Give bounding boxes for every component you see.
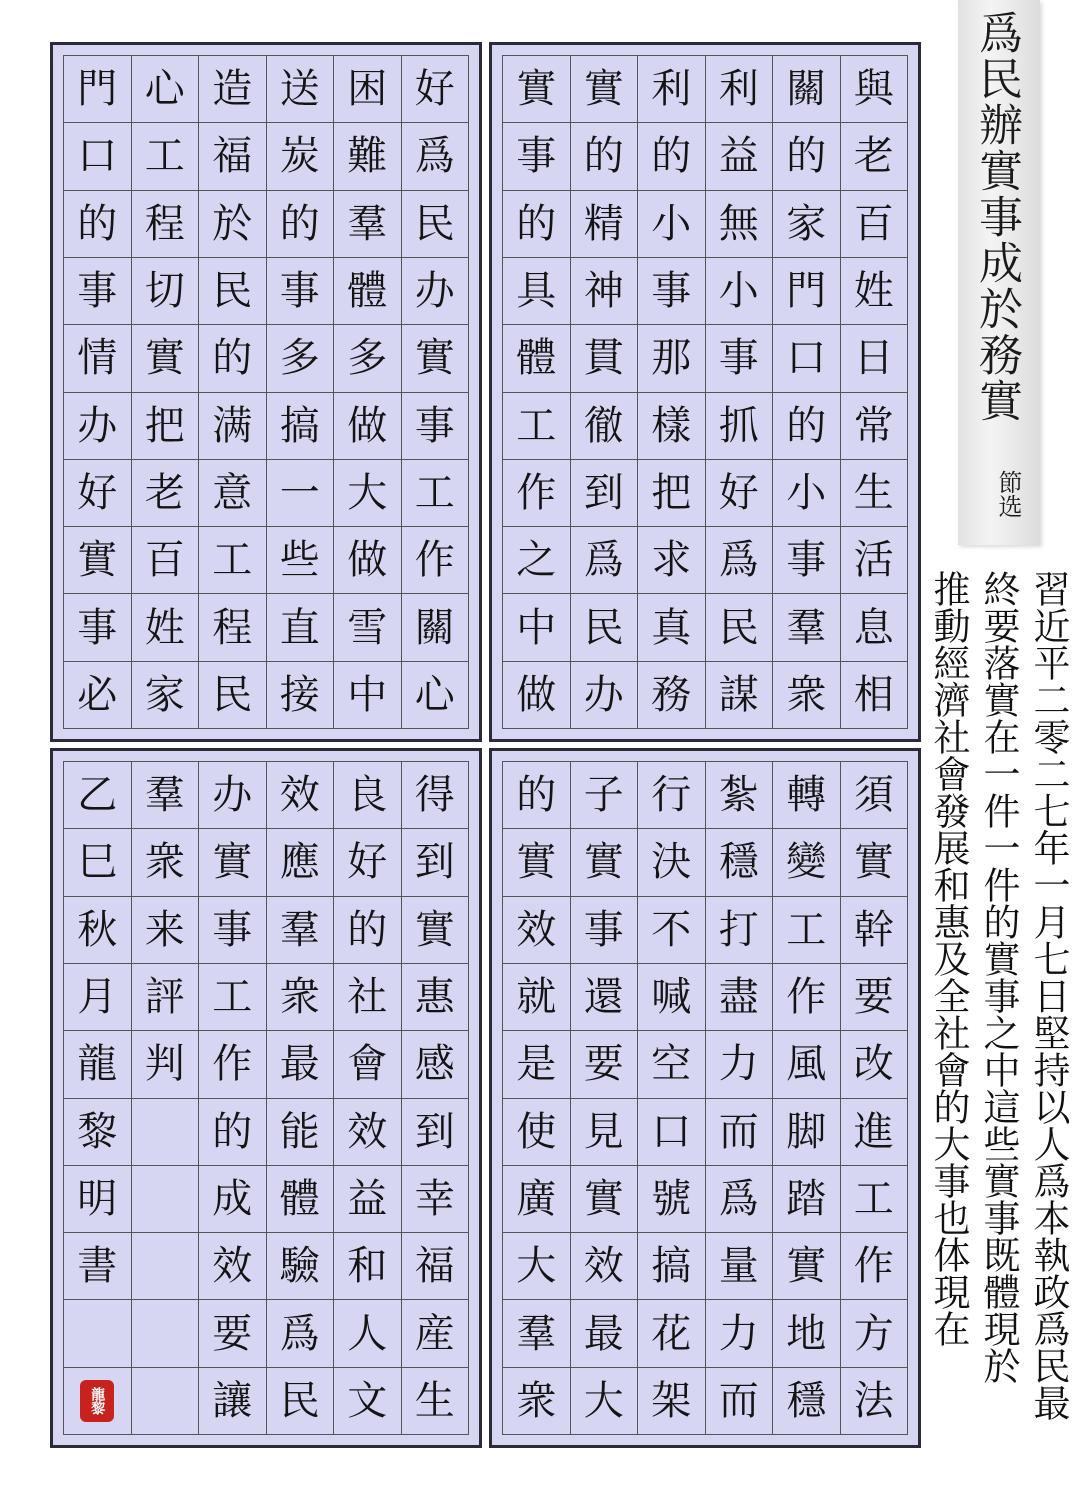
calligraphy-cell: 办 [402, 258, 470, 325]
calligraphy-cell: 多 [267, 325, 335, 392]
calligraphy-cell: 要 [199, 1300, 267, 1367]
calligraphy-cell: 利 [706, 56, 774, 123]
calligraphy-cell: 爲 [571, 527, 639, 594]
calligraphy-cell: 衆 [267, 964, 335, 1031]
calligraphy-cell: 好 [64, 460, 132, 527]
calligraphy-cell: 驗 [267, 1233, 335, 1300]
calligraphy-cell: 方 [841, 1300, 909, 1367]
calligraphy-cell: 還 [571, 964, 639, 1031]
calligraphy-cell: 量 [706, 1233, 774, 1300]
calligraphy-cell [132, 1300, 200, 1367]
calligraphy-cell: 的 [503, 762, 571, 829]
calligraphy-cell: 實 [503, 829, 571, 896]
panel-top-right [489, 42, 921, 742]
calligraphy-cell: 架 [638, 1368, 706, 1435]
calligraphy-cell [132, 1166, 200, 1233]
calligraphy-cell: 實 [199, 829, 267, 896]
calligraphy-cell: 效 [199, 1233, 267, 1300]
calligraphy-cell: 穩 [773, 1368, 841, 1435]
calligraphy-cell: 事 [64, 594, 132, 661]
calligraphy-cell: 良 [334, 762, 402, 829]
calligraphy-cell: 乙 [64, 762, 132, 829]
calligraphy-cell: 子 [571, 762, 639, 829]
calligraphy-cell: 一 [267, 460, 335, 527]
calligraphy-cell: 力 [706, 1300, 774, 1367]
calligraphy-cell: 門 [64, 56, 132, 123]
calligraphy-cell: 最 [571, 1300, 639, 1367]
calligraphy-cell: 實 [571, 56, 639, 123]
calligraphy-cell: 的 [199, 325, 267, 392]
calligraphy-cell: 办 [199, 762, 267, 829]
calligraphy-cell: 困 [334, 56, 402, 123]
calligraphy-cell: 花 [638, 1300, 706, 1367]
calligraphy-cell: 幸 [402, 1166, 470, 1233]
calligraphy-cell: 相 [841, 662, 909, 729]
calligraphy-cell: 口 [64, 123, 132, 190]
calligraphy-cell: 做 [334, 527, 402, 594]
calligraphy-cell: 百 [132, 527, 200, 594]
calligraphy-cell: 的 [773, 123, 841, 190]
calligraphy-cell: 福 [199, 123, 267, 190]
calligraphy-cell: 門 [773, 258, 841, 325]
calligraphy-cell: 不 [638, 897, 706, 964]
grid-bottom-left [63, 761, 469, 1435]
calligraphy-cell: 事 [638, 258, 706, 325]
calligraphy-cell: 羣 [503, 1300, 571, 1367]
calligraphy-cell: 送 [267, 56, 335, 123]
calligraphy-cell: 徹 [571, 393, 639, 460]
calligraphy-cell: 民 [402, 191, 470, 258]
calligraphy-cell: 事 [571, 897, 639, 964]
calligraphy-cell: 炭 [267, 123, 335, 190]
calligraphy-cell: 於 [199, 191, 267, 258]
calligraphy-cell: 来 [132, 897, 200, 964]
calligraphy-cell: 中 [334, 662, 402, 729]
calligraphy-cell: 作 [199, 1031, 267, 1098]
calligraphy-cell: 要 [571, 1031, 639, 1098]
calligraphy-cell: 大 [571, 1368, 639, 1435]
calligraphy-cell: 轉 [773, 762, 841, 829]
calligraphy-cell: 姓 [132, 594, 200, 661]
calligraphy-cell: 書 [64, 1233, 132, 1300]
calligraphy-cell: 紮 [706, 762, 774, 829]
calligraphy-cell: 事 [64, 258, 132, 325]
calligraphy-cell: 益 [334, 1166, 402, 1233]
calligraphy-cell: 到 [402, 829, 470, 896]
calligraphy-cell: 益 [706, 123, 774, 190]
calligraphy-cell: 體 [267, 1166, 335, 1233]
calligraphy-cell [132, 1368, 200, 1435]
grid-top-right [502, 55, 908, 729]
calligraphy-cell: 必 [64, 662, 132, 729]
calligraphy-cell: 生 [402, 1368, 470, 1435]
calligraphy-cell: 的 [503, 191, 571, 258]
calligraphy-cell: 風 [773, 1031, 841, 1098]
calligraphy-cell: 無 [706, 191, 774, 258]
calligraphy-cell [132, 1233, 200, 1300]
calligraphy-cell: 實 [841, 829, 909, 896]
calligraphy-cell: 小 [638, 191, 706, 258]
calligraphy-cell: 之 [503, 527, 571, 594]
calligraphy-cell: 到 [402, 1099, 470, 1166]
calligraphy-cell: 體 [503, 325, 571, 392]
calligraphy-cell: 體 [334, 258, 402, 325]
calligraphy-cell: 的 [64, 191, 132, 258]
calligraphy-cell: 關 [773, 56, 841, 123]
calligraphy-cell: 應 [267, 829, 335, 896]
calligraphy-cell: 實 [571, 829, 639, 896]
calligraphy-cell: 穩 [706, 829, 774, 896]
panel-top-left [50, 42, 482, 742]
calligraphy-cell: 具 [503, 258, 571, 325]
title-note: 節选 [994, 470, 1022, 518]
calligraphy-cell: 事 [773, 527, 841, 594]
calligraphy-cell: 明 [64, 1166, 132, 1233]
calligraphy-cell: 須 [841, 762, 909, 829]
calligraphy-cell: 生 [841, 460, 909, 527]
calligraphy-cell: 民 [571, 594, 639, 661]
calligraphy-cell: 喊 [638, 964, 706, 1031]
calligraphy-cell: 真 [638, 594, 706, 661]
calligraphy-cell: 事 [402, 393, 470, 460]
calligraphy-cell: 工 [503, 393, 571, 460]
calligraphy-cell: 常 [841, 393, 909, 460]
calligraphy-cell: 工 [773, 897, 841, 964]
calligraphy-cell: 成 [199, 1166, 267, 1233]
title-text: 爲民辦實事成於務實 [971, 10, 1022, 424]
calligraphy-cell: 能 [267, 1099, 335, 1166]
calligraphy-cell: 黎 [64, 1099, 132, 1166]
grid-top-left [63, 55, 469, 729]
panel-bottom-left [50, 748, 482, 1448]
calligraphy-cell: 切 [132, 258, 200, 325]
calligraphy-cell: 效 [571, 1233, 639, 1300]
calligraphy-cell: 把 [638, 460, 706, 527]
calligraphy-cell: 百 [841, 191, 909, 258]
calligraphy-cell: 要 [841, 964, 909, 1031]
calligraphy-cell: 難 [334, 123, 402, 190]
calligraphy-cell: 龍 [64, 1031, 132, 1098]
calligraphy-cell: 息 [841, 594, 909, 661]
calligraphy-cell: 直 [267, 594, 335, 661]
calligraphy-cell: 衆 [773, 662, 841, 729]
calligraphy-cell: 心 [402, 662, 470, 729]
calligraphy-cell: 廣 [503, 1166, 571, 1233]
calligraphy-cell: 事 [503, 123, 571, 190]
calligraphy-cell: 實 [402, 325, 470, 392]
calligraphy-cell: 意 [199, 460, 267, 527]
calligraphy-cell: 幹 [841, 897, 909, 964]
calligraphy-cell: 實 [773, 1233, 841, 1300]
calligraphy-cell: 日 [841, 325, 909, 392]
calligraphy-cell: 到 [571, 460, 639, 527]
calligraphy-cell: 惠 [402, 964, 470, 1031]
calligraphy-cell: 爲 [267, 1300, 335, 1367]
calligraphy-cell [132, 1099, 200, 1166]
calligraphy-cell: 工 [199, 527, 267, 594]
calligraphy-cell: 好 [402, 56, 470, 123]
calligraphy-cell: 産 [402, 1300, 470, 1367]
calligraphy-cell: 號 [638, 1166, 706, 1233]
calligraphy-cell: 口 [773, 325, 841, 392]
calligraphy-cell: 神 [571, 258, 639, 325]
calligraphy-cell: 精 [571, 191, 639, 258]
calligraphy-cell: 办 [571, 662, 639, 729]
calligraphy-cell: 程 [199, 594, 267, 661]
calligraphy-cell: 求 [638, 527, 706, 594]
calligraphy-cell: 活 [841, 527, 909, 594]
calligraphy-cell: 使 [503, 1099, 571, 1166]
calligraphy-cell: 打 [706, 897, 774, 964]
calligraphy-cell: 變 [773, 829, 841, 896]
calligraphy-cell: 判 [132, 1031, 200, 1098]
calligraphy-cell: 工 [402, 460, 470, 527]
calligraphy-cell: 抓 [706, 393, 774, 460]
quote-column-3: 推動經濟社會發展和惠及全社會的大事也体現在 [927, 570, 970, 1347]
calligraphy-cell: 行 [638, 762, 706, 829]
calligraphy-cell: 工 [132, 123, 200, 190]
calligraphy-cell: 衆 [503, 1368, 571, 1435]
calligraphy-cell: 些 [267, 527, 335, 594]
calligraphy-cell: 人 [334, 1300, 402, 1367]
calligraphy-cell: 實 [402, 897, 470, 964]
calligraphy-cell: 作 [402, 527, 470, 594]
calligraphy-cell: 是 [503, 1031, 571, 1098]
calligraphy-cell: 那 [638, 325, 706, 392]
calligraphy-cell: 口 [638, 1099, 706, 1166]
calligraphy-cell: 而 [706, 1099, 774, 1166]
calligraphy-cell: 造 [199, 56, 267, 123]
calligraphy-cell: 大 [334, 460, 402, 527]
calligraphy-cell: 得 [402, 762, 470, 829]
calligraphy-cell: 秋 [64, 897, 132, 964]
calligraphy-cell: 老 [841, 123, 909, 190]
calligraphy-cell: 作 [773, 964, 841, 1031]
calligraphy-cell: 多 [334, 325, 402, 392]
calligraphy-cell: 搞 [638, 1233, 706, 1300]
calligraphy-cell: 好 [706, 460, 774, 527]
calligraphy-cell: 地 [773, 1300, 841, 1367]
calligraphy-cell: 的 [638, 123, 706, 190]
calligraphy-cell: 民 [706, 594, 774, 661]
calligraphy-cell: 做 [503, 662, 571, 729]
calligraphy-cell: 心 [132, 56, 200, 123]
calligraphy-cell: 利 [638, 56, 706, 123]
calligraphy-cell: 羣 [334, 191, 402, 258]
calligraphy-cell: 社 [334, 964, 402, 1031]
calligraphy-cell: 樣 [638, 393, 706, 460]
calligraphy-cell: 工 [199, 964, 267, 1031]
calligraphy-cell: 爲 [706, 1166, 774, 1233]
calligraphy-cell: 搞 [267, 393, 335, 460]
calligraphy-cell: 效 [503, 897, 571, 964]
calligraphy-cell: 決 [638, 829, 706, 896]
quote-column-1: 習近平二零二七年一月七日堅持以人爲本執政爲民最 [1027, 570, 1070, 1421]
calligraphy-cell: 衆 [132, 829, 200, 896]
panel-bottom-right [489, 748, 921, 1448]
calligraphy-cell: 實 [571, 1166, 639, 1233]
calligraphy-cell: 办 [64, 393, 132, 460]
calligraphy-cell: 法 [841, 1368, 909, 1435]
calligraphy-cell: 作 [503, 460, 571, 527]
calligraphy-cell: 巳 [64, 829, 132, 896]
calligraphy-cell: 民 [199, 662, 267, 729]
calligraphy-cell: 力 [706, 1031, 774, 1098]
grid-bottom-right [502, 761, 908, 1435]
calligraphy-cell [64, 1300, 132, 1367]
calligraphy-cell: 羣 [132, 762, 200, 829]
calligraphy-cell: 做 [334, 393, 402, 460]
calligraphy-cell: 實 [503, 56, 571, 123]
calligraphy-cell: 羣 [773, 594, 841, 661]
quote-column-2: 終要落實在一件一件的實事之中這些實事既體現於 [977, 570, 1020, 1384]
calligraphy-cell: 改 [841, 1031, 909, 1098]
calligraphy-cell: 踏 [773, 1166, 841, 1233]
calligraphy-cell: 好 [334, 829, 402, 896]
calligraphy-cell: 效 [334, 1099, 402, 1166]
calligraphy-cell: 民 [267, 1368, 335, 1435]
calligraphy-cell: 關 [402, 594, 470, 661]
calligraphy-cell: 貫 [571, 325, 639, 392]
calligraphy-cell: 小 [773, 460, 841, 527]
calligraphy-cell: 讓 [199, 1368, 267, 1435]
calligraphy-cell: 老 [132, 460, 200, 527]
calligraphy-cell: 家 [132, 662, 200, 729]
calligraphy-cell: 實 [64, 527, 132, 594]
calligraphy-cell: 會 [334, 1031, 402, 1098]
calligraphy-cell: 謀 [706, 662, 774, 729]
calligraphy-cell: 程 [132, 191, 200, 258]
calligraphy-cell: 脚 [773, 1099, 841, 1166]
calligraphy-cell: 小 [706, 258, 774, 325]
calligraphy-cell: 民 [199, 258, 267, 325]
calligraphy-cell: 評 [132, 964, 200, 1031]
calligraphy-cell: 月 [64, 964, 132, 1031]
calligraphy-cell: 和 [334, 1233, 402, 1300]
calligraphy-cell: 家 [773, 191, 841, 258]
calligraphy-cell: 務 [638, 662, 706, 729]
calligraphy-cell: 文 [334, 1368, 402, 1435]
calligraphy-cell: 姓 [841, 258, 909, 325]
seal-stamp-icon: 龍黎 [80, 1380, 114, 1422]
calligraphy-cell: 把 [132, 393, 200, 460]
calligraphy-cell: 爲 [402, 123, 470, 190]
calligraphy-cell: 感 [402, 1031, 470, 1098]
calligraphy-cell: 接 [267, 662, 335, 729]
calligraphy-cell: 進 [841, 1099, 909, 1166]
calligraphy-cell: 的 [199, 1099, 267, 1166]
calligraphy-cell: 見 [571, 1099, 639, 1166]
calligraphy-cell [64, 1368, 132, 1435]
calligraphy-cell: 而 [706, 1368, 774, 1435]
calligraphy-cell: 雪 [334, 594, 402, 661]
calligraphy-cell: 爲 [706, 527, 774, 594]
calligraphy-cell: 羣 [267, 897, 335, 964]
title-strip [958, 0, 1040, 545]
calligraphy-cell: 事 [706, 325, 774, 392]
calligraphy-cell: 的 [334, 897, 402, 964]
calligraphy-cell: 效 [267, 762, 335, 829]
calligraphy-cell: 情 [64, 325, 132, 392]
calligraphy-cell: 满 [199, 393, 267, 460]
calligraphy-cell: 的 [267, 191, 335, 258]
calligraphy-cell: 的 [571, 123, 639, 190]
calligraphy-cell: 工 [841, 1166, 909, 1233]
calligraphy-cell: 事 [199, 897, 267, 964]
calligraphy-cell: 作 [841, 1233, 909, 1300]
calligraphy-cell: 的 [773, 393, 841, 460]
calligraphy-cell: 大 [503, 1233, 571, 1300]
calligraphy-cell: 事 [267, 258, 335, 325]
calligraphy-cell: 與 [841, 56, 909, 123]
calligraphy-cell: 福 [402, 1233, 470, 1300]
calligraphy-cell: 最 [267, 1031, 335, 1098]
calligraphy-cell: 盡 [706, 964, 774, 1031]
calligraphy-cell: 實 [132, 325, 200, 392]
calligraphy-cell: 就 [503, 964, 571, 1031]
calligraphy-cell: 中 [503, 594, 571, 661]
calligraphy-cell: 空 [638, 1031, 706, 1098]
